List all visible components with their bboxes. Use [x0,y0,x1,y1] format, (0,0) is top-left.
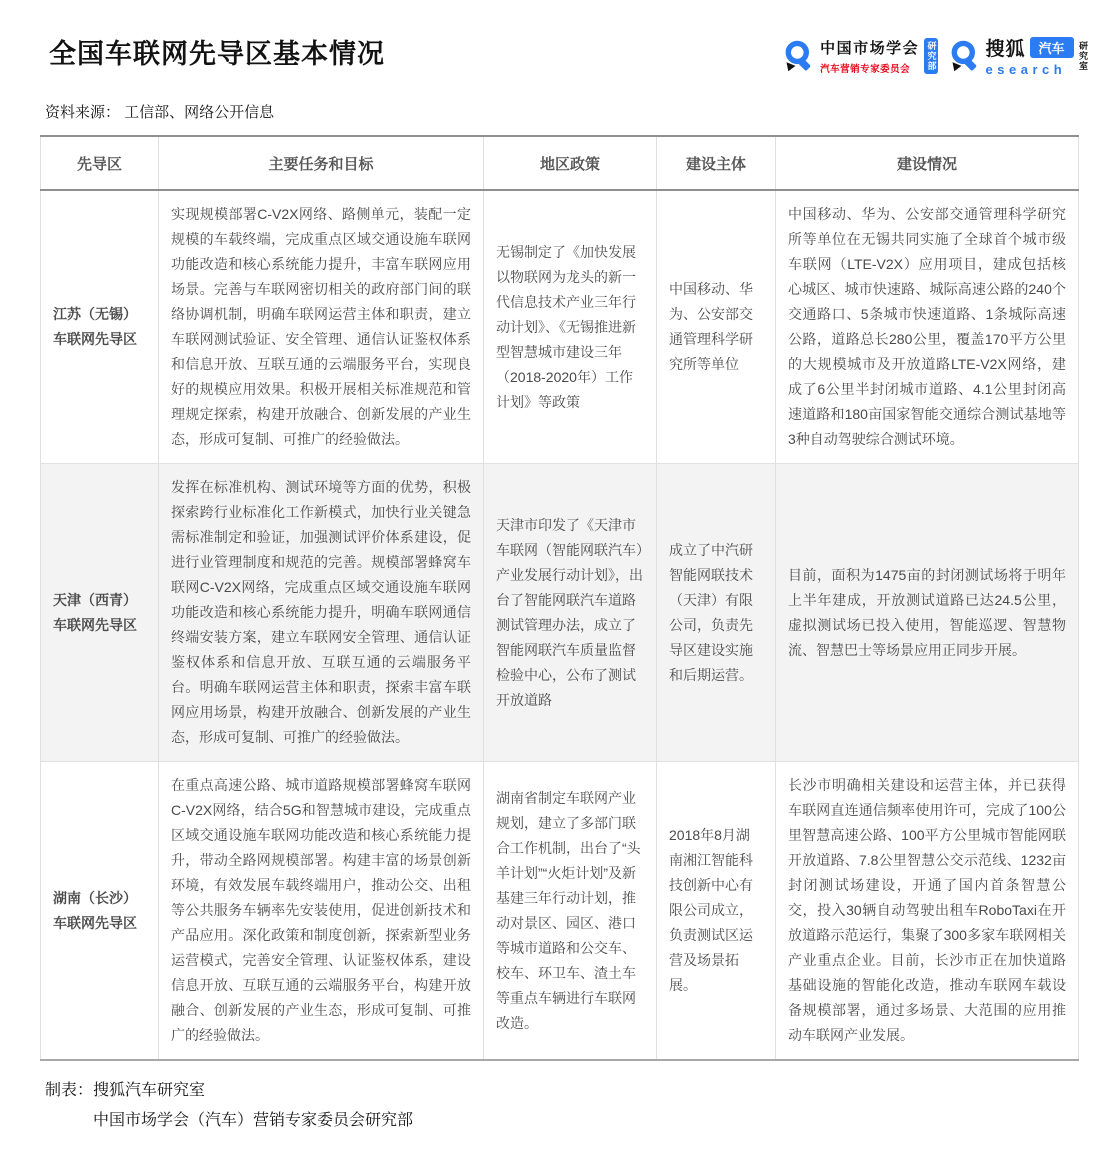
cma-logo-text [820,37,919,75]
zone-tasks: 实现规模部署C-V2X网络、路侧单元，装配一定规模的车载终端，完成重点区域交通设施车联网功能改造和核心系统能力提升，丰富车联网应用场景。完善与车联网密切相关的政府部门间的联络协调机制，明确车联网运营主体和职责，建立车联网测试验证、安全管理、通信认证鉴权体系和信息开放、互联互通的云端服务平台，实现良好的规模应用效果。积极开展相关标准规范和管理规定探索，构建开放融合、创新发展的产业生态，形成可复制、可推广的经验做法。 [159,190,484,464]
page-header [0,0,1115,77]
table-row-tianjin [41,464,1079,762]
zone-tasks: 发挥在标准机构、测试环境等方面的优势，积极探索跨行业标准化工作新模式，加快行业关键急需标准制定和验证，加强测试评价体系建设，促进行业管理制度和规范的完善。规模部署蜂窝车联网C-V2X网络，完成重点区域交通设施车联网功能改造和核心系统能力提升，明确车联网通信终端安装方案，建立车联网安全管理、通信认证鉴权体系和信息开放、互联互通的云端服务平台。明确车联网运营主体和职责，探索丰富车联网应用场景，构建开放融合、创新发展的产业生态，形成可复制、可推广的经验做法。 [159,464,484,762]
credit-line-1: 搜狐汽车研究室 [93,1082,206,1099]
magnifier-icon [782,38,818,74]
cma-logo-name: 中国市场学会 [820,39,920,57]
cma-auto-logo [782,37,937,75]
zone-policy: 湖南省制定车联网产业规划，建立了多部门联合工作机制，出台了“头羊计划”“火炬计划”及新基建三年行动计划，推动对景区、园区、港口等城市道路和公交车、校车、环卫车、渣土车等重点车辆进行车联网改造。 [484,762,657,1061]
logo-group [782,34,1087,77]
magnifier-icon [948,38,984,74]
zone-name: 天津（西青）车联网先导区 [41,464,159,762]
zone-policy: 天津市印发了《天津市车联网（智能网联汽车）产业发展行动计划》，出台了智能网联汽车道路测试管理办法，成立了智能网联汽车质量监督检验中心，公布了测试开放道路 [484,464,657,762]
credit-label: 制表： [45,1082,94,1099]
sohu-logo-text [986,34,1074,77]
credit-lines [93,1076,413,1136]
sohu-auto-badge: 汽车 [1030,37,1074,58]
header-builder: 建设主体 [657,136,776,190]
zone-status: 长沙市明确相关建设和运营主体，并已获得车联网直连通信频率使用许可，完成了100公里智慧高速公路、100平方公里城市智能网联开放道路、7.8公里智慧公交示范线、1232亩封闭测试场建设，开通了国内首条智慧公交，投入30辆自动驾驶出租车RoboTaxi在开放道路示范运行，集聚了300多家车联网相关产业重点企业。目前，长沙市正在加快道路基础设施的智能化改造，推动车联网车载设备规模部署，通过多场景、大范围的应用推动车联网产业发展。 [776,762,1079,1061]
zone-name: 湖南（长沙）车联网先导区 [41,762,159,1061]
zone-builder: 成立了中汽研智能网联技术（天津）有限公司，负责先导区建设实施和后期运营。 [657,464,776,762]
table-row-changsha [41,762,1079,1061]
zone-status: 中国移动、华为、公安部交通管理科学研究所等单位在无锡共同实施了全球首个城市级车联网（LTE-V2X）应用项目，建成包括核心城区、城市快速路、城际高速公路的240个交通路口、5条城市快速道路、1条城际高速公路，道路总长280公里，覆盖170平方公里的大规模城市及开放道路LTE-V2X网络，建成了6公里半封闭城市道路、4.1公里封闭高速道路和180亩国家智能交通综合测试基地等3种自动驾驶综合测试环境。 [776,190,1079,464]
zone-tasks: 在重点高速公路、城市道路规模部署蜂窝车联网C-V2X网络，结合5G和智慧城市建设，完成重点区域交通设施车联网功能改造和核心系统能力提升，带动全路网规模部署。构建丰富的场景创新环境，有效发展车载终端用户，推动公交、出租等公共服务车辆率先安装使用，促进创新技术和产品应用。深化政策和制度创新，探索新型业务运营模式，完善安全管理、认证鉴权体系，建设信息开放、互联互通的云端服务平台，构建开放融合、创新发展的产业生态，形成可复制、可推广的经验做法。 [159,762,484,1061]
sohu-research-wordmark: esearch [985,62,1067,77]
table-row-wuxi [41,190,1079,464]
page-title: 全国车联网先导区基本情况 [49,39,385,69]
header-zone: 先导区 [41,136,159,190]
header-policy: 地区政策 [484,136,657,190]
zone-name: 江苏（无锡）车联网先导区 [41,190,159,464]
zone-builder: 2018年8月湖南湘江智能科技创新中心有限公司成立，负责测试区运营及场景拓展。 [657,762,776,1061]
source-note: 资料来源： 工信部、网络公开信息 [45,104,275,121]
credit-footer [45,1076,1115,1136]
sohu-logo-name: 搜狐 [985,39,1026,60]
pilot-zone-table [40,135,1079,1061]
cma-research-dept-badge: 研究部 [924,38,937,74]
zone-builder: 中国移动、华为、公安部交通管理科学研究所等单位 [657,190,776,464]
zone-policy: 无锡制定了《加快发展以物联网为龙头的新一代信息技术产业三年行动计划》、《无锡推进新型智慧城市建设三年（2018-2020年）工作计划》等政策 [484,190,657,464]
sohu-auto-logo [948,34,1087,77]
header-status: 建设情况 [776,136,1079,190]
cma-logo-subtitle: 汽车营销专家委员会 [820,63,911,75]
credit-line-2: 中国市场学会（汽车）营销专家委员会研究部 [93,1112,414,1129]
sohu-research-room-label: 研究室 [1078,40,1088,71]
header-tasks: 主要任务和目标 [159,136,484,190]
table-header-row [41,136,1079,190]
zone-status: 目前，面积为1475亩的封闭测试场将于明年上半年建成，开放测试道路已达24.5公里，虚拟测试场已投入使用，智能巡逻、智慧物流、智慧巴士等场景应用正同步开展。 [776,464,1079,762]
